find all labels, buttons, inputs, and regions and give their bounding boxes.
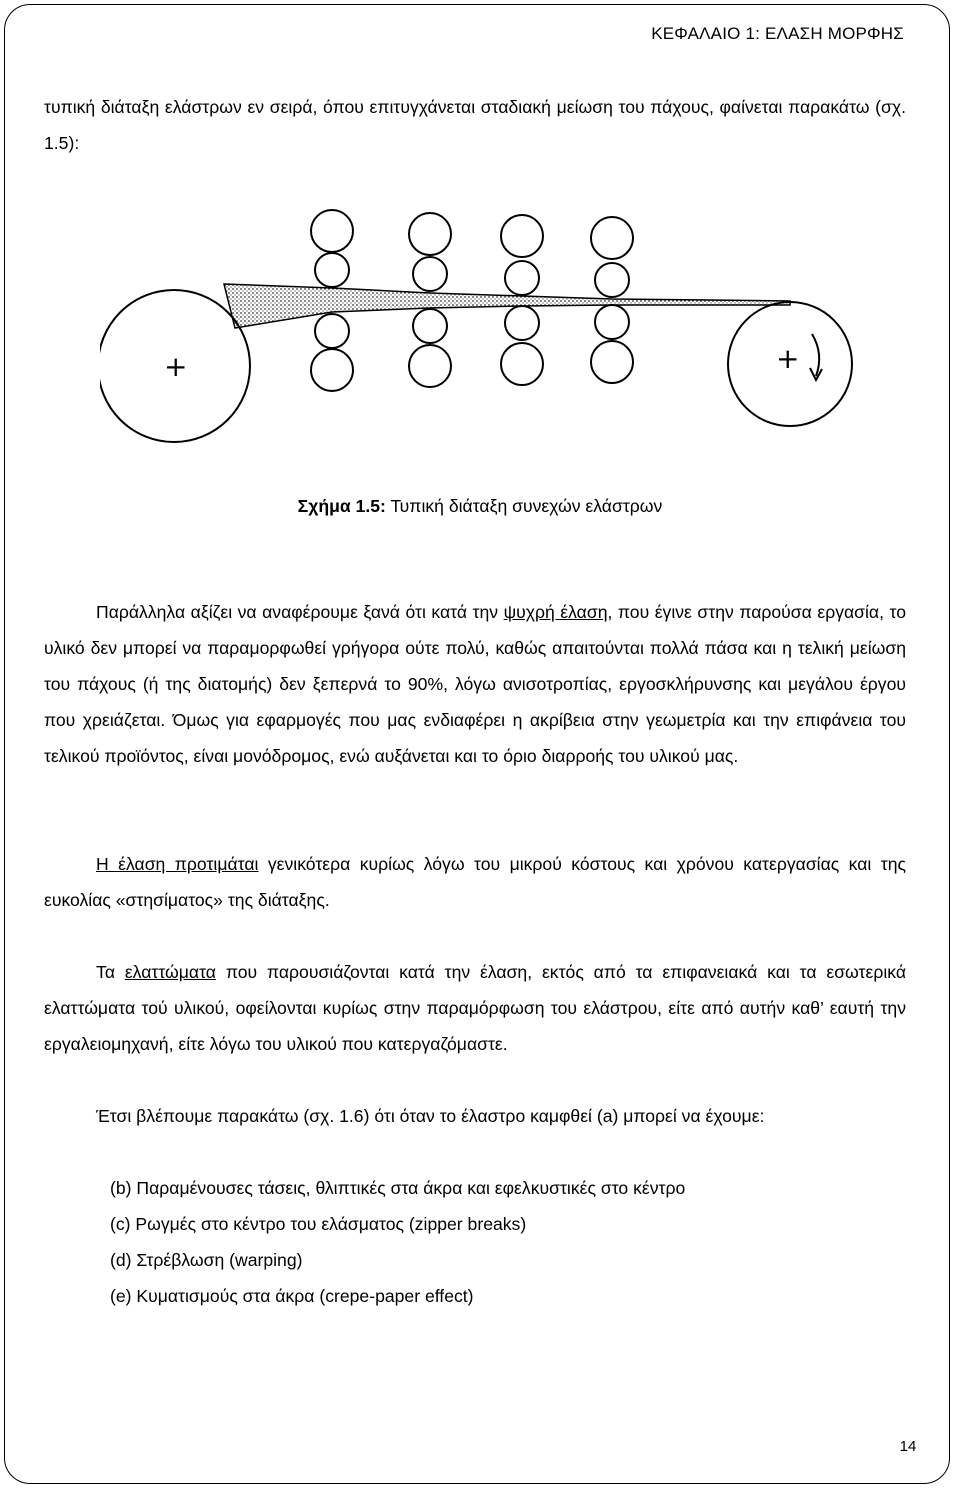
metal-strip	[224, 284, 790, 328]
text-run: Παράλληλα αξίζει να αναφέρουμε ξανά ότι κατά την	[96, 602, 504, 622]
backup-roll	[409, 213, 451, 255]
work-roll	[315, 314, 349, 348]
work-roll	[413, 309, 447, 343]
intro-paragraph: τυπική διάταξη ελάστρων εν σειρά, όπου επιτυγχάνεται σταδιακή μείωση του πάχους, φαίνεται παρακάτω (σχ. 1.5):	[44, 97, 906, 153]
text-run: γενικότερα κυρίως λόγω του μικρού κόστους και χρόνου κατεργασίας και της ευκολίας «στησίματος» της διάταξης.	[44, 854, 906, 910]
text-run: Τα	[96, 962, 125, 982]
paragraph-figure-ref: Έτσι βλέπουμε παρακάτω (σχ. 1.6) ότι όταν το έλαστρο καμφθεί (a) μπορεί να έχουμε:	[96, 1106, 765, 1126]
defects-link[interactable]: ελαττώματα	[124, 962, 216, 982]
page-number: 14	[899, 1438, 917, 1455]
chapter-header: ΚΕΦΑΛΑΙΟ 1: ΕΛΑΣΗ ΜΟΡΦΗΣ	[651, 24, 904, 43]
plus-sign-right: +	[776, 342, 800, 375]
figure-caption	[0, 496, 960, 517]
rotation-arrow	[812, 334, 819, 376]
work-roll	[595, 305, 629, 339]
backup-roll	[501, 215, 543, 257]
backup-roll	[311, 349, 353, 391]
backup-roll	[591, 217, 633, 259]
work-roll	[413, 257, 447, 291]
backup-roll	[311, 210, 353, 252]
paragraph-cold-rolling	[44, 594, 906, 774]
list-item: (e) Κυματισμούς στα άκρα (crepe-paper effect)	[110, 1286, 474, 1306]
list-item: (c) Ρωγμές στο κέντρο του ελάσματος (zipper breaks)	[110, 1214, 527, 1234]
backup-roll	[409, 345, 451, 387]
text-run: που παρουσιάζονται κατά την έλαση, εκτός από τα επιφανειακά και τα εσωτερικά ελαττώματα τού υλικού, οφείλονται κυρίως στην παραμόρφωση του ελάστρου, είτε από αυτήν καθ’ εαυτή την εργαλειομηχανή, είτε λόγω του υλικού που κατεργαζόμαστε.	[44, 962, 907, 1054]
work-roll	[595, 263, 629, 297]
caption-label: Σχήμα 1.5:	[297, 496, 386, 516]
backup-roll	[591, 341, 633, 383]
caption-text: Τυπική διάταξη συνεχών ελάστρων	[385, 496, 663, 516]
paragraph-defects	[44, 954, 906, 1062]
plus-sign-left: +	[164, 350, 188, 383]
paragraph-rolling-preferred	[44, 846, 906, 918]
backup-roll	[501, 343, 543, 385]
list-item: (b) Παραμένουσες τάσεις, θλιπτικές στα άκρα και εφελκυστικές στο κέντρο	[110, 1178, 686, 1198]
text-run: , που έγινε στην παρούσα εργασία, το υλικό δεν μπορεί να παραμορφωθεί γρήγορα ούτε πολύ, καθώς απαιτούνται πολλά πάσα και η τελική μείωση του πάχους (ή της διατομής) δεν ξεπερνά το 90%, λόγω ανισοτροπίας, εργοσκλήρυνσης και μεγάλου έργου που χρειάζεται. Όμως για εφαρμογές που μας ενδιαφέρει η ακρίβεια στην γεωμετρία και την επιφάνεια του τελικού προϊόντος, είναι μονόδρομος, ενώ αυξάνεται και το όριο διαρροής του υλικού μας.	[44, 602, 906, 766]
rolling-mill-figure	[100, 204, 860, 494]
list-item: (d) Στρέβλωση (warping)	[110, 1250, 303, 1270]
work-roll	[505, 306, 539, 340]
rolling-preferred-link[interactable]: Η έλαση προτιμάται	[96, 854, 259, 874]
defects-list	[110, 1170, 685, 1314]
work-roll	[315, 253, 349, 287]
cold-rolling-link[interactable]: ψυχρή έλαση	[503, 602, 608, 622]
work-roll	[505, 261, 539, 295]
